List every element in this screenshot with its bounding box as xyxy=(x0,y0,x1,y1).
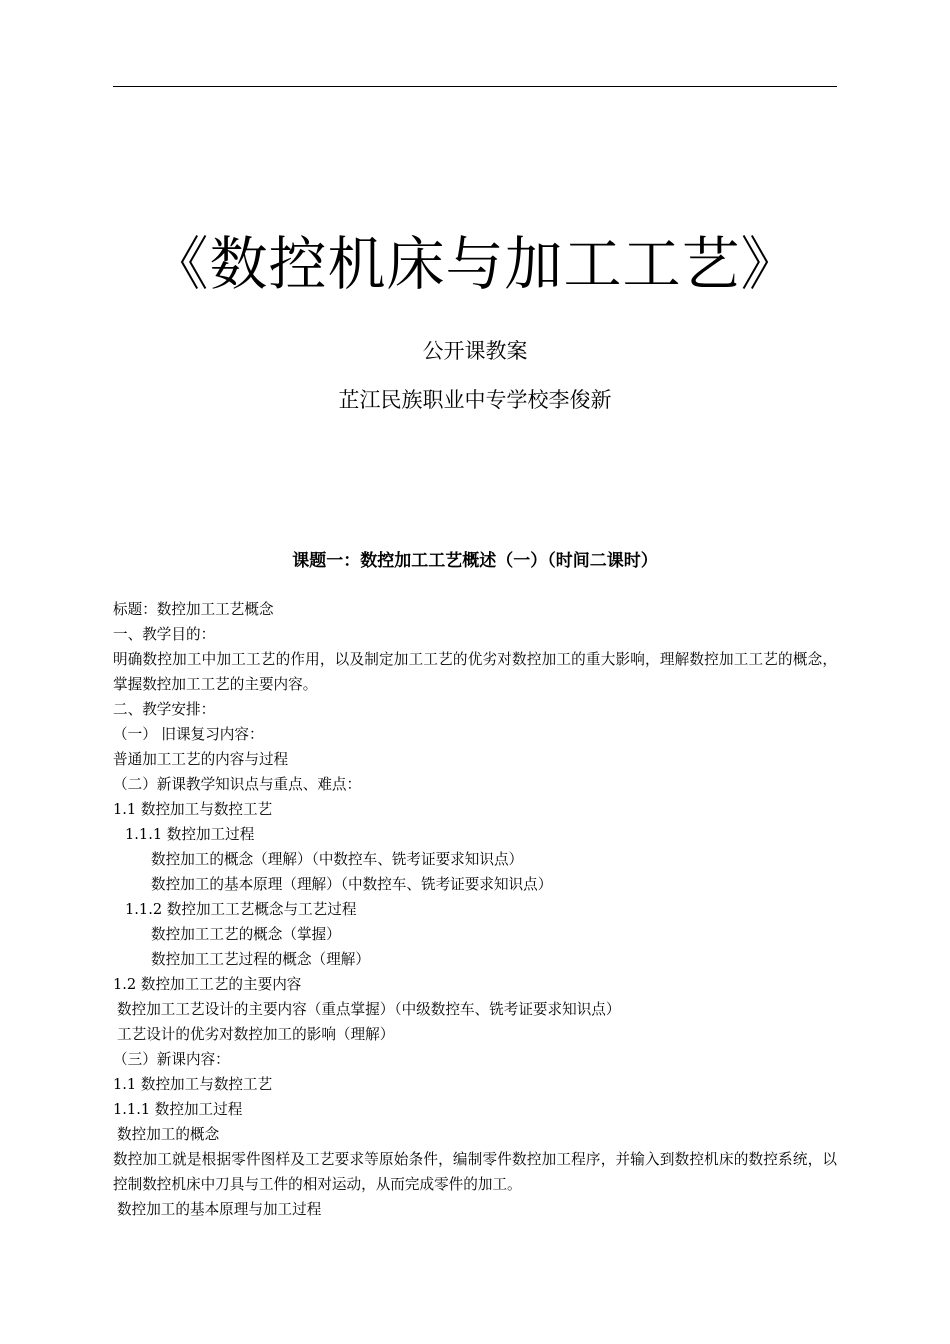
paragraph: 普通加工工艺的内容与过程 xyxy=(113,751,289,768)
outline-item: 1.1.2 数控加工工艺概念与工艺过程 xyxy=(125,901,357,918)
outline-item: 工艺设计的优劣对数控加工的影响（理解） xyxy=(117,1026,395,1043)
outline-item: 1.2 数控加工工艺的主要内容 xyxy=(113,976,302,993)
document-body xyxy=(113,597,837,1222)
outline-item: 数控加工工艺过程的概念（理解） xyxy=(151,951,370,968)
subsection-heading: （一） 旧课复习内容： xyxy=(113,726,264,743)
outline-item: 数控加工的基本原理（理解）（中数控车、铣考证要求知识点） xyxy=(151,876,553,893)
outline-item: 1.1 数控加工与数控工艺 xyxy=(113,1076,273,1093)
outline-item: 1.1.1 数控加工过程 xyxy=(113,1101,243,1118)
section-heading: 一、教学目的： xyxy=(113,626,216,643)
section-heading: 二、教学安排： xyxy=(113,701,216,718)
outline-item: 1.1 数控加工与数控工艺 xyxy=(113,801,273,818)
lesson-heading: 课题一：数控加工工艺概述（一）（时间二课时） xyxy=(292,551,658,571)
document-title: 《数控机床与加工工艺》 xyxy=(150,230,800,298)
author-line: 芷江民族职业中专学校李俊新 xyxy=(338,388,612,412)
paragraph: 明确数控加工中加工工艺的作用，以及制定加工工艺的优劣对数控加工的重大影响，理解数控加工工艺的概念，掌握数控加工工艺的主要内容。 xyxy=(113,651,837,693)
outline-item: 数控加工的基本原理与加工过程 xyxy=(117,1201,322,1218)
subsection-heading: （二）新课教学知识点与重点、难点： xyxy=(113,776,362,793)
header-rule xyxy=(113,86,837,87)
outline-item: 数控加工工艺的概念（掌握） xyxy=(151,926,341,943)
outline-item: 数控加工的概念 xyxy=(117,1126,220,1143)
subsection-heading: （三）新课内容： xyxy=(113,1051,230,1068)
document-subtitle: 公开课教案 xyxy=(422,339,528,363)
outline-item: 数控加工工艺设计的主要内容（重点掌握）（中级数控车、铣考证要求知识点） xyxy=(117,1001,621,1018)
topic-title: 标题：数控加工工艺概念 xyxy=(113,601,274,618)
outline-item: 数控加工的概念（理解）（中数控车、铣考证要求知识点） xyxy=(151,851,524,868)
outline-item: 1.1.1 数控加工过程 xyxy=(125,826,255,843)
paragraph: 数控加工就是根据零件图样及工艺要求等原始条件，编制零件数控加工程序，并输入到数控机床的数控系统，以控制数控机床中刀具与工件的相对运动，从而完成零件的加工。 xyxy=(113,1151,837,1193)
